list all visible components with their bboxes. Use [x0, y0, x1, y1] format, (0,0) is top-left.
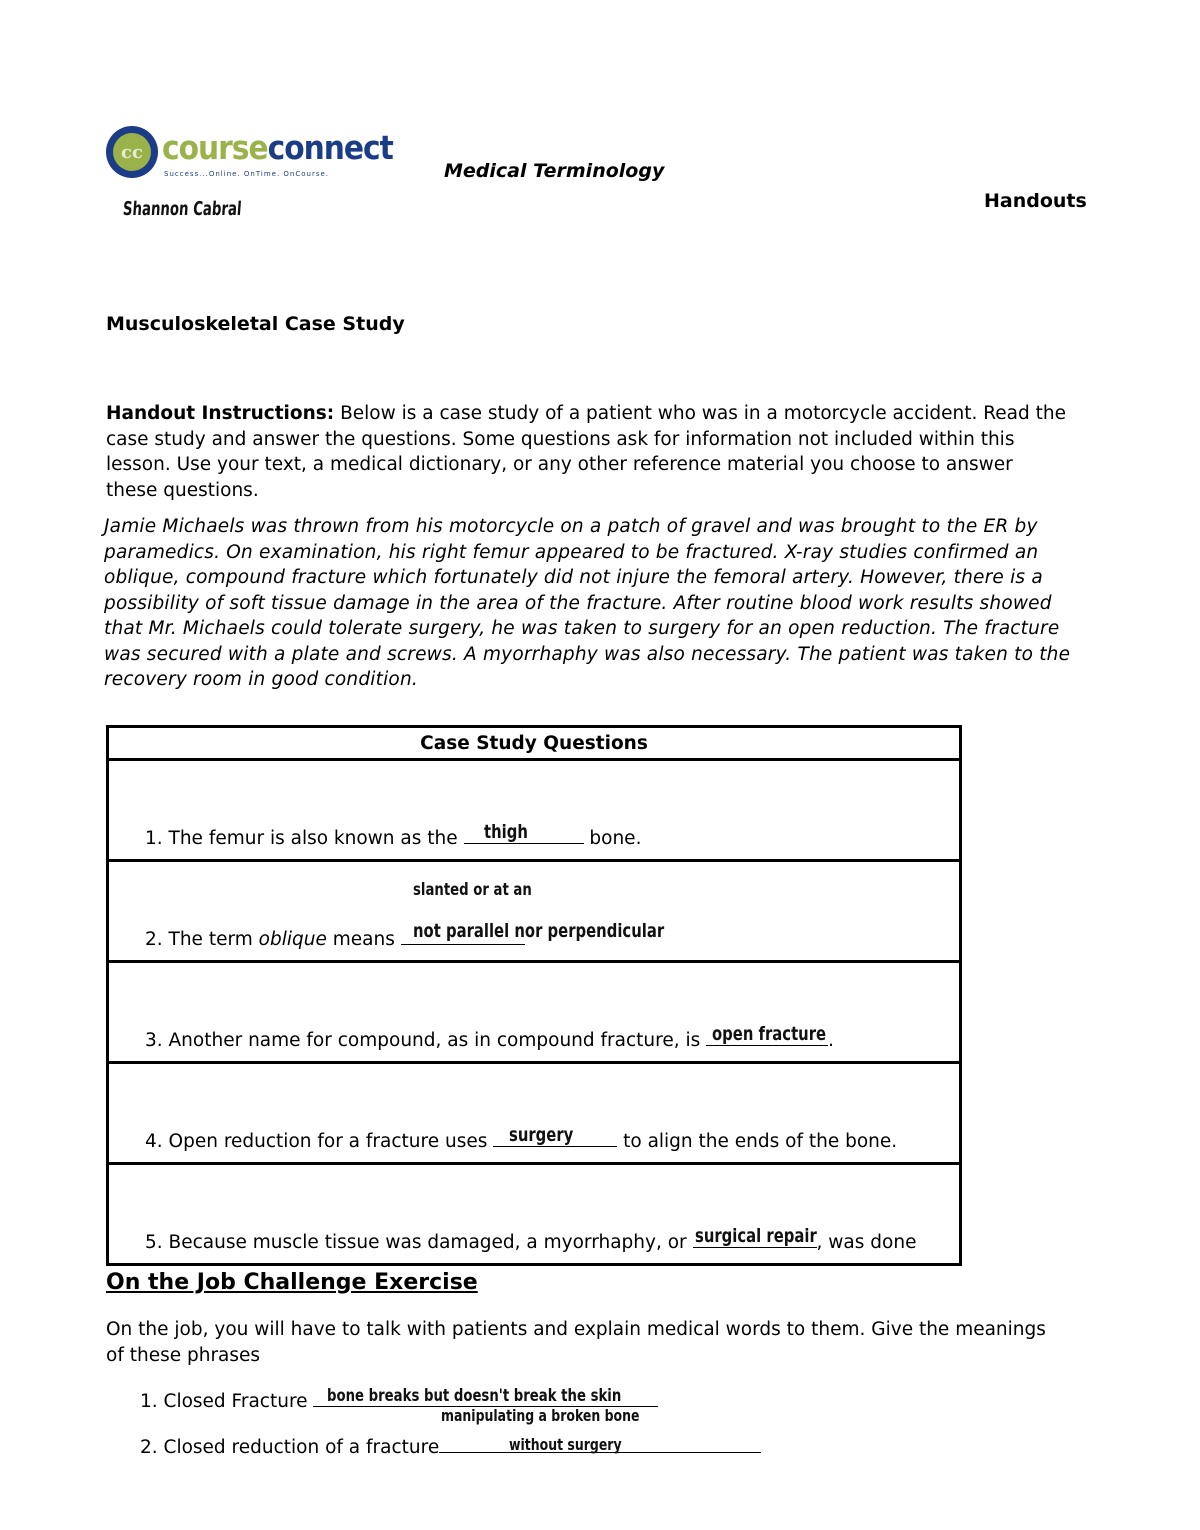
handwritten-answer: bone breaks but doesn't break the skin — [327, 1386, 622, 1406]
logo-word-connect: connect — [267, 128, 393, 167]
question-text: 3. Another name for compound, as in compound fracture, is — [145, 1030, 707, 1051]
challenge-title: On the Job Challenge Exercise — [106, 1270, 478, 1295]
question-text: means — [326, 929, 401, 950]
handwritten-answer: surgical repair — [694, 1225, 817, 1247]
challenge-intro: On the job, you will have to talk with patients and explain medical words to them. Give the meanings of these phrases — [106, 1319, 1046, 1366]
question-text: to align the ends of the bone. — [617, 1131, 898, 1152]
question-text: bone. — [583, 828, 642, 849]
handout-instructions — [106, 401, 1066, 503]
challenge-item — [140, 1406, 761, 1458]
answer-blank[interactable] — [464, 823, 584, 844]
case-narrative: Jamie Michaels was thrown from his motorcycle on a patch of gravel and was brought to the ER by paramedics. On examination, his right femur appeared to be fractured. X-ray studies confirmed an oblique, compound fracture which fortunately did not injure the femoral artery. However, there is a possibility of soft tissue damage in the area of the fracture. After routine blood work results showed that Mr. Michaels could tolerate surgery, he was taken to surgery for an open reduction. The fracture was secured with a plate and screws. A myorrhaphy was also necessary. The patient was taken to the recovery room in good condition. — [104, 516, 1071, 690]
answer-blank[interactable] — [439, 1406, 761, 1454]
handwritten-answer-line2: without surgery — [509, 1435, 622, 1454]
logo-tagline: Success...Online. OnTime. OnCourse. — [164, 170, 330, 178]
handwritten-answer: open fracture — [712, 1023, 827, 1045]
questions-table-header: Case Study Questions — [108, 727, 961, 760]
handwritten-answer: surgery — [509, 1124, 574, 1146]
handwritten-answer-line1: slanted or at an — [412, 880, 532, 900]
question-text: , was done — [816, 1232, 917, 1253]
question-row — [108, 962, 961, 1063]
answer-blank[interactable] — [401, 880, 664, 945]
section-label: Handouts — [984, 190, 1087, 212]
question-row — [108, 861, 961, 962]
course-title: Medical Terminology — [444, 160, 665, 182]
challenge-item-label: 1. Closed Fracture — [140, 1391, 314, 1412]
case-study-title: Musculoskeletal Case Study — [106, 313, 405, 335]
student-name-handwritten: Shannon Cabral — [122, 198, 243, 220]
instructions-text: Below is a case study of a patient who was in a motorcycle accident. Read the case study and answer the questions. Some questions ask for information not included within this lesson. Use your text, a medical dictionary, or any other reference material you choose to answer these questions. — [106, 403, 1066, 501]
question-text: . — [828, 1030, 835, 1051]
challenge-item-label: 2. Closed reduction of a fracture — [140, 1437, 440, 1458]
handwritten-answer-line1: manipulating a broken bone — [441, 1406, 640, 1425]
question-row — [108, 1164, 961, 1265]
case-study-questions-table — [106, 725, 962, 1266]
answer-blank[interactable] — [313, 1386, 658, 1407]
question-text: 1. The femur is also known as the — [145, 828, 464, 849]
answer-blank[interactable] — [493, 1126, 617, 1147]
question-term: oblique — [258, 929, 327, 950]
question-row — [108, 1063, 961, 1164]
course-connect-logo — [106, 126, 393, 184]
question-text: 5. Because muscle tissue was damaged, a myorrhaphy, or — [145, 1232, 693, 1253]
handwritten-answer: thigh — [483, 821, 528, 843]
answer-blank[interactable] — [693, 1227, 817, 1248]
logo-word-course: course — [162, 128, 268, 167]
handwritten-answer-line2: not parallel nor perpendicular — [412, 920, 664, 942]
logo-wordmark — [162, 128, 393, 167]
instructions-label: Handout Instructions: — [106, 403, 335, 424]
question-text: 4. Open reduction for a fracture uses — [145, 1131, 494, 1152]
question-text: 2. The term — [145, 929, 259, 950]
logo-emblem-icon: cc — [106, 126, 158, 178]
question-row — [108, 760, 961, 861]
answer-blank[interactable] — [706, 1025, 828, 1046]
